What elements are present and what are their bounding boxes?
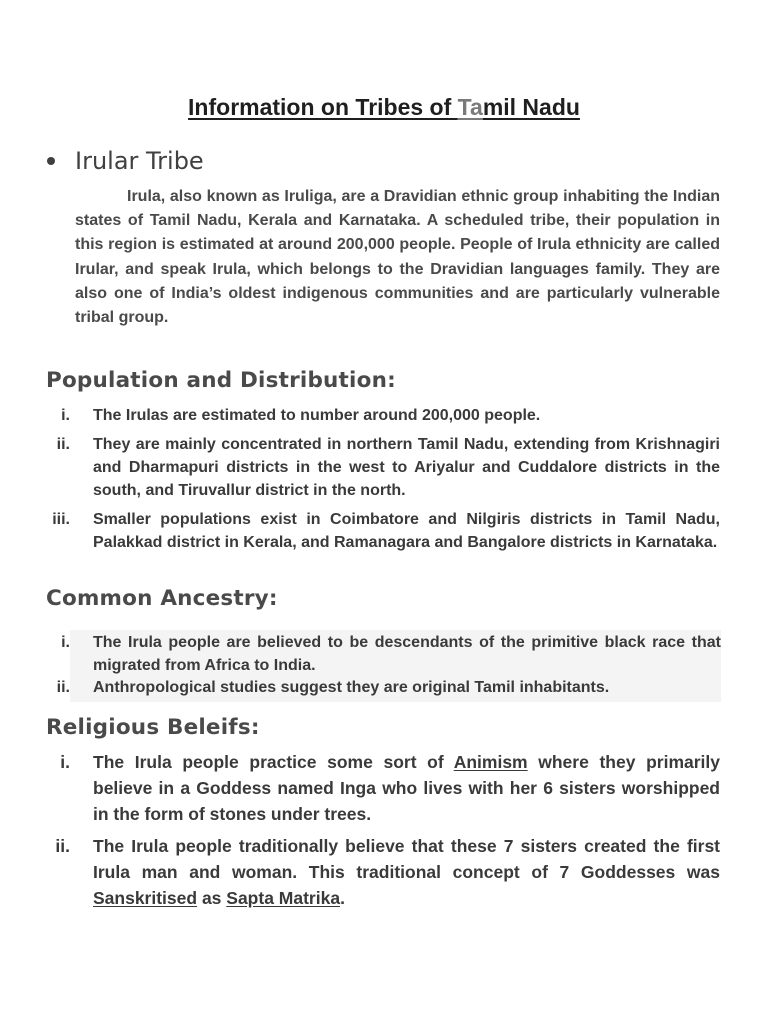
bullet-icon <box>47 157 55 165</box>
title-text-part1: Information on Tribes of <box>188 94 458 120</box>
religion-list <box>46 749 720 917</box>
list-item-number: i. <box>61 634 70 651</box>
list-item-text-end: where they primarily believe in a Goddess named Inga who lives with her 6 sisters worshipped in the form of stones under trees. <box>93 752 721 824</box>
sanskritised-link[interactable]: Sanskritised <box>93 888 198 908</box>
list-item-text: The Irulas are estimated to number around 200,000 people. <box>93 407 541 424</box>
list-item-number: ii. <box>56 436 70 453</box>
list-item <box>46 508 720 554</box>
list-item <box>46 749 720 827</box>
population-list <box>46 404 720 560</box>
list-item-text: They are mainly concentrated in northern Tamil Nadu, extending from Krishnagiri and Dharmapuri districts in the west to Ariyalur and Cuddalore districts in the south, and Tiruvallur district in the north. <box>93 436 720 499</box>
list-item <box>56 677 721 700</box>
list-item <box>46 833 720 911</box>
sapta-matrika-link[interactable]: Sapta Matrika <box>226 888 341 908</box>
list-item-number: iii. <box>52 511 70 528</box>
list-item-text: Smaller populations exist in Coimbatore and Nilgiris districts in Tamil Nadu, Palakkad district in Kerala, and Ramanagara and Bangalore districts in Karnataka. <box>93 511 720 551</box>
religion-heading: Religious Beleifs: <box>46 715 260 740</box>
animism-link[interactable]: Animism <box>453 752 528 772</box>
list-item-text: Anthropological studies suggest they are original Tamil inhabitants. <box>93 679 610 696</box>
ancestry-heading: Common Ancestry: <box>46 586 278 611</box>
list-item <box>46 433 720 502</box>
tribe-heading-text: Irular Tribe <box>75 147 204 175</box>
list-item-text-end: . <box>340 888 345 908</box>
page-title <box>0 94 768 121</box>
list-item <box>46 404 720 427</box>
intro-paragraph: Irula, also known as Iruliga, are a Dravidian ethnic group inhabiting the Indian states of Tamil Nadu, Kerala and Karnataka. A scheduled tribe, their population in this region is estimated at around 200,000 people. People of Irula ethnicity are called Irular, and speak Irula, which belongs to the Dravidian languages family. They are also one of India’s oldest indigenous communities and are particularly vulnerable tribal group. <box>75 188 720 327</box>
list-item-text-mid: as <box>197 888 227 908</box>
list-item-number: i. <box>61 407 70 424</box>
list-item-number: i. <box>60 752 70 772</box>
list-item <box>61 632 721 677</box>
ancestry-list <box>56 630 721 702</box>
title-text-part2: Ta <box>457 94 483 120</box>
tribe-heading <box>46 147 204 175</box>
population-heading: Population and Distribution: <box>46 368 396 393</box>
list-item-text: The Irula people are believed to be descendants of the primitive black race that migrated from Africa to India. <box>93 634 721 674</box>
list-item-number: ii. <box>56 679 70 696</box>
list-item-text-start: The Irula people practice some sort of <box>93 752 454 772</box>
title-text-part3: mil Nadu <box>482 94 580 120</box>
list-item-number: ii. <box>55 836 70 856</box>
list-item-text-start: The Irula people traditionally believe that these 7 sisters created the first Irula man and woman. This traditional concept of 7 Goddesses was <box>93 836 720 882</box>
